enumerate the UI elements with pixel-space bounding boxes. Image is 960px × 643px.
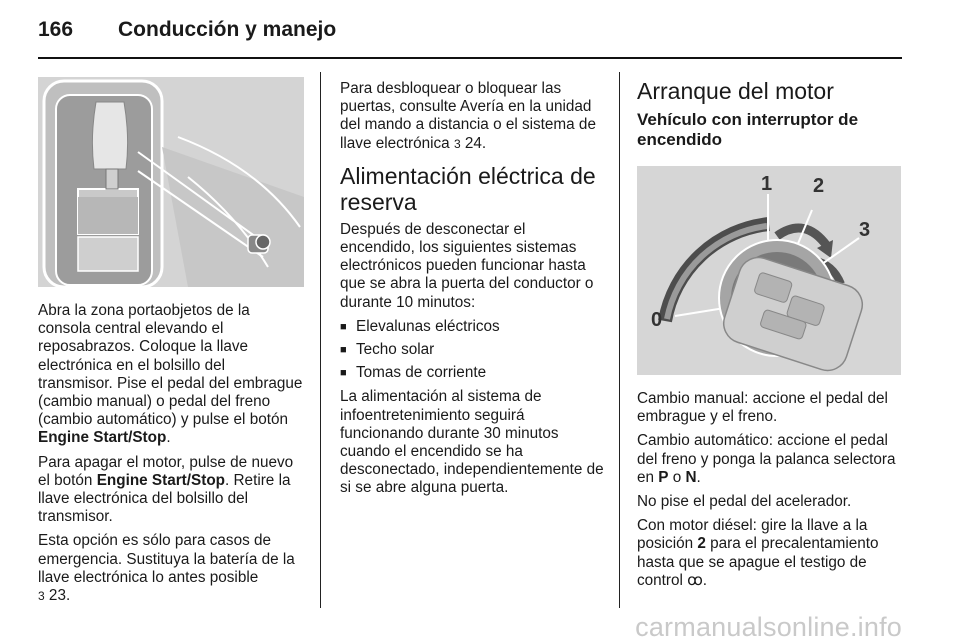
list-item: ■ Techo solar [340, 341, 604, 359]
page-ref-icon: 3 [38, 589, 45, 604]
paragraph-emergency-note: Esta opción es sólo para casos de emergencia. Sustituya la batería de la llave electrónica lo antes posible 3 23. [38, 532, 295, 605]
page-ref-icon: 3 [453, 136, 461, 151]
column-divider-left [320, 72, 321, 608]
paragraph-infotainment: La alimentación al sistema de infoentretenimiento seguirá funcionando durante 30 minutos cuando el encendido se ha desconectado, independientemente de si se abre alguna puerta. [340, 388, 604, 497]
paragraph-no-accelerator: No pise el pedal del acelerador. [637, 493, 852, 511]
ignition-switch-illustration [637, 166, 901, 375]
list-item: ■ Elevalunas eléctricos [340, 318, 604, 336]
column-middle [340, 80, 604, 504]
list-item: ■ Tomas de corriente [340, 364, 604, 382]
glow-plug-icon: ꝏ [687, 571, 703, 589]
ignition-position-label-2: 2 [813, 175, 825, 197]
section-heading-engine-start: Arranque del motor [637, 78, 834, 104]
ignition-position-label-3: 3 [859, 219, 871, 241]
header-rule [38, 57, 902, 59]
section-engine-start [637, 78, 903, 150]
column-right [637, 390, 903, 596]
paragraph-diesel: Con motor diésel: gire la llave a la posición 2 para el precalentamiento hasta que se apague el testigo de control ꝏ. [637, 517, 879, 589]
paragraph-unlock-doors: Para desbloquear o bloquear las puertas, consulte Avería en la unidad del mando a distancia o el sistema de llave electrónica 3 24. [340, 80, 596, 152]
column-left [38, 302, 304, 611]
page-title: Conducción y manejo [118, 18, 337, 41]
paragraph-open-storage: Abra la zona portaobjetos de la consola central elevando el reposabrazos. Coloque la llave electrónica en el bolsillo del transmisor. Pise el pedal del embrague (cambio manual) o pedal del freno (cambio automático) y pulse el botón Engine Start/Stop. [38, 302, 303, 447]
paragraph-stop-engine: Para apagar el motor, pulse de nuevo el botón Engine Start/Stop. Retire la llave electrónica del bolsillo del transmisor. [38, 453, 294, 526]
console-storage-illustration [38, 77, 304, 287]
ignition-position-label-0: 0 [651, 309, 663, 331]
page-reference: 24. [460, 134, 487, 152]
column-divider-right [619, 72, 620, 608]
section-heading-reserve-power: Alimentación eléctrica de reserva [340, 162, 596, 215]
paragraph-automatic-gearbox: Cambio automático: accione el pedal del freno y ponga la palanca selectora en P o N. [637, 432, 896, 486]
site-watermark: carmanualsonline.info [635, 612, 902, 642]
page-number: 166 [38, 18, 74, 41]
paragraph-reserve-power: Después de desconectar el encendido, los siguientes sistemas electrónicos pueden funcionar hasta que se abra la puerta del conductor o durante 10 minutos: [340, 220, 594, 311]
subsection-heading-ignition: Vehículo con interruptor de encendido [637, 110, 859, 149]
page-reference: 23. [44, 587, 71, 605]
reserve-power-list [340, 318, 604, 383]
ignition-position-label-1: 1 [761, 173, 773, 195]
paragraph-manual-gearbox: Cambio manual: accione el pedal del embrague y el freno. [637, 390, 888, 426]
